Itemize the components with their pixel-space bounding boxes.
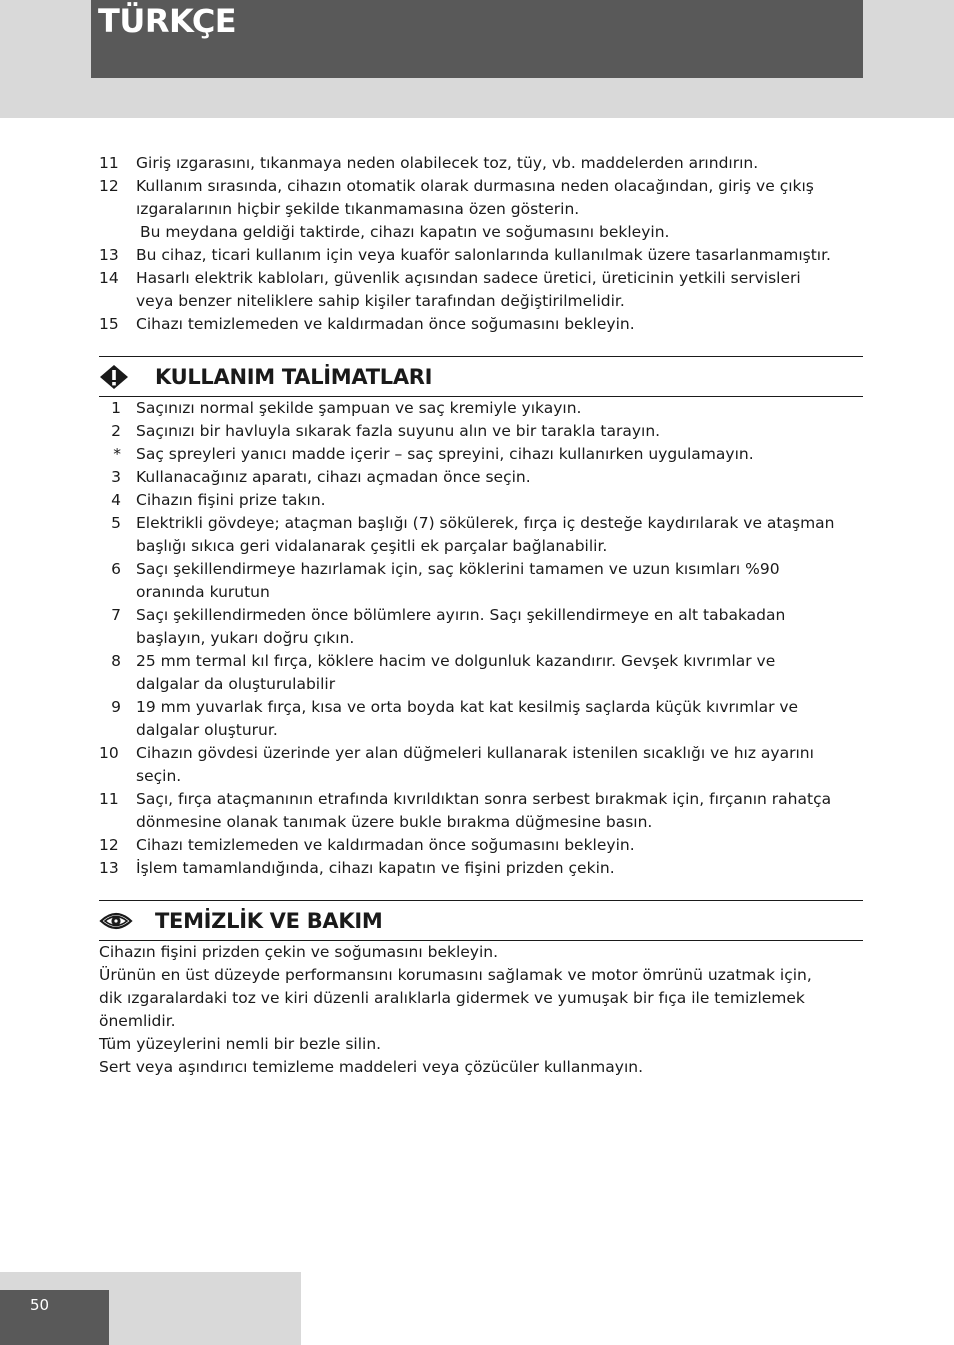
- list-text: Saçınızı normal şekilde şampuan ve saç kremiyle yıkayın.: [136, 399, 582, 417]
- list-line: Elektrikli gövdeye; ataçman başlığı (7) sökülerek, fırça iç desteğe kaydırılarak ve ataşman: [136, 514, 835, 532]
- list-number: 9: [111, 698, 121, 716]
- list-line: seçin.: [136, 767, 182, 785]
- page-content: [99, 152, 863, 1079]
- list-text: Cihazı temizlemeden ve kaldırmadan önce soğumasını bekleyin.: [136, 315, 635, 333]
- list-number: 10: [99, 744, 119, 762]
- list-text: Cihazın fişini prize takın.: [136, 491, 326, 509]
- list-item: [99, 420, 863, 443]
- list-item: [99, 397, 863, 420]
- list-number: 7: [111, 606, 121, 624]
- paragraph: Cihazın fişini prizden çekin ve soğumasını bekleyin.: [99, 943, 499, 961]
- list-item: [99, 267, 863, 313]
- list-number: 2: [111, 422, 121, 440]
- paragraph: Tüm yüzeylerini nemli bir bezle silin.: [99, 1035, 382, 1053]
- list-number: 11: [99, 790, 119, 808]
- list-line: Saçı şekillendirmeye hazırlamak için, saç köklerini tamamen ve uzun kısımları %90: [136, 560, 780, 578]
- section-usage-instructions: [99, 356, 863, 397]
- list-item: [99, 152, 863, 175]
- list-item: [99, 834, 863, 857]
- list-number: 6: [111, 560, 121, 578]
- page-number-box: [0, 1290, 109, 1345]
- list-item: [99, 244, 863, 267]
- list-text: [136, 558, 863, 604]
- list-number: 13: [99, 859, 119, 877]
- list-text: [136, 650, 863, 696]
- section-title: TEMİZLİK VE BAKIM: [155, 908, 383, 933]
- list-line: dalgalar oluşturur.: [136, 721, 278, 739]
- list-line: oranında kurutun: [136, 583, 270, 601]
- list-line: dönmesine olanak tanımak üzere bukle bırakma düğmesine basın.: [136, 813, 653, 831]
- list-text: Giriş ızgarasını, tıkanmaya neden olabilecek toz, tüy, vb. maddelerden arındırın.: [136, 154, 759, 172]
- list-item: [99, 696, 863, 742]
- list-item: [99, 857, 863, 880]
- list-item: [99, 489, 863, 512]
- list-number: 1: [111, 399, 121, 417]
- list-number: 12: [99, 177, 119, 195]
- list-text: [136, 267, 863, 313]
- list-item: [99, 604, 863, 650]
- list-line: dalgalar da oluşturulabilir: [136, 675, 336, 693]
- list-text: Saçınızı bir havluyla sıkarak fazla suyunu alın ve bir tarakla tarayın.: [136, 422, 661, 440]
- list-note: Bu meydana geldiği taktirde, cihazı kapatın ve soğumasını bekleyin.: [140, 223, 670, 241]
- list-text: Bu cihaz, ticari kullanım için veya kuaför salonlarında kullanılmak üzere tasarlanmamıştır.: [136, 246, 831, 264]
- list-item: [99, 175, 863, 221]
- paragraph: Ürünün en üst düzeyde performansını korumasını sağlamak ve motor ömrünü uzatmak için,: [99, 966, 812, 984]
- usage-list: [99, 397, 863, 880]
- paragraph: dik ızgaralardaki toz ve kiri düzenli aralıklarla gidermek ve yumuşak bir fıça ile temizlemek: [99, 989, 805, 1007]
- list-number: 15: [99, 315, 119, 333]
- list-text: [136, 175, 863, 221]
- list-text: [136, 788, 863, 834]
- list-text: [136, 696, 863, 742]
- list-item: [99, 558, 863, 604]
- paragraph: Sert veya aşındırıcı temizleme maddeleri veya çözücüler kullanmayın.: [99, 1058, 644, 1076]
- list-line: Saçı şekillendirmeden önce bölümlere ayırın. Saçı şekillendirmeye en alt tabakadan: [136, 606, 786, 624]
- list-number: 8: [111, 652, 121, 670]
- list-text: Saç spreyleri yanıcı madde içerir – saç spreyini, cihazı kullanırken uygulamayın.: [136, 445, 754, 463]
- list-line: başlığı sıkıca geri vidalanarak çeşitli ek parçalar bağlanabilir.: [136, 537, 608, 555]
- warning-icon: [99, 364, 155, 390]
- list-line: 25 mm termal kıl fırça, köklere hacim ve dolgunluk kazandırır. Gevşek kıvrımlar ve: [136, 652, 776, 670]
- list-item: [99, 650, 863, 696]
- list-line: başlayın, yukarı doğru çıkın.: [136, 629, 355, 647]
- list-line: 19 mm yuvarlak fırça, kısa ve orta boyda kat kat kesilmiş saçlarda küçük kıvrımlar ve: [136, 698, 799, 716]
- list-number: 13: [99, 246, 119, 264]
- page-number: 50: [30, 1296, 50, 1314]
- list-line: veya benzer niteliklere sahip kişiler tarafından değiştirilmelidir.: [136, 292, 625, 310]
- list-item: [99, 742, 863, 788]
- eye-icon: [99, 910, 155, 932]
- list-text: Kullanacağınız aparatı, cihazı açmadan önce seçin.: [136, 468, 531, 486]
- list-text: İşlem tamamlandığında, cihazı kapatın ve fişini prizden çekin.: [136, 859, 615, 877]
- list-text: Cihazı temizlemeden ve kaldırmadan önce soğumasını bekleyin.: [136, 836, 635, 854]
- list-line: Kullanım sırasında, cihazın otomatik olarak durmasına neden olacağından, giriş ve çıkış: [136, 177, 814, 195]
- list-number: 12: [99, 836, 119, 854]
- list-line: ızgaralarının hiçbir şekilde tıkanmamasına özen gösterin.: [136, 200, 580, 218]
- list-number: 4: [111, 491, 121, 509]
- list-number: *: [113, 445, 121, 463]
- list-item: [99, 443, 863, 466]
- list-number: 11: [99, 154, 119, 172]
- list-item: [99, 466, 863, 489]
- list-number: 5: [111, 514, 121, 532]
- list-item: [99, 313, 863, 336]
- section-title: KULLANIM TALİMATLARI: [155, 364, 433, 389]
- list-line: Cihazın gövdesi üzerinde yer alan düğmeleri kullanarak istenilen sıcaklığı ve hız ayarını: [136, 744, 814, 762]
- list-text: [136, 604, 863, 650]
- list-number: 3: [111, 468, 121, 486]
- paragraph: önemlidir.: [99, 1012, 176, 1030]
- safety-list: [99, 152, 863, 336]
- list-item: [99, 788, 863, 834]
- list-line: Hasarlı elektrik kabloları, güvenlik açısından sadece üretici, üreticinin yetkili servisleri: [136, 269, 801, 287]
- list-number: 14: [99, 269, 119, 287]
- list-text: [136, 512, 863, 558]
- section-cleaning-maintenance: [99, 900, 863, 941]
- list-line: Saçı, fırça ataçmanının etrafında kıvrıldıktan sonra serbest bırakmak için, fırçanın rahatça: [136, 790, 832, 808]
- list-item: [99, 512, 863, 558]
- page-title: TÜRKÇE: [98, 2, 237, 40]
- list-text: [136, 742, 863, 788]
